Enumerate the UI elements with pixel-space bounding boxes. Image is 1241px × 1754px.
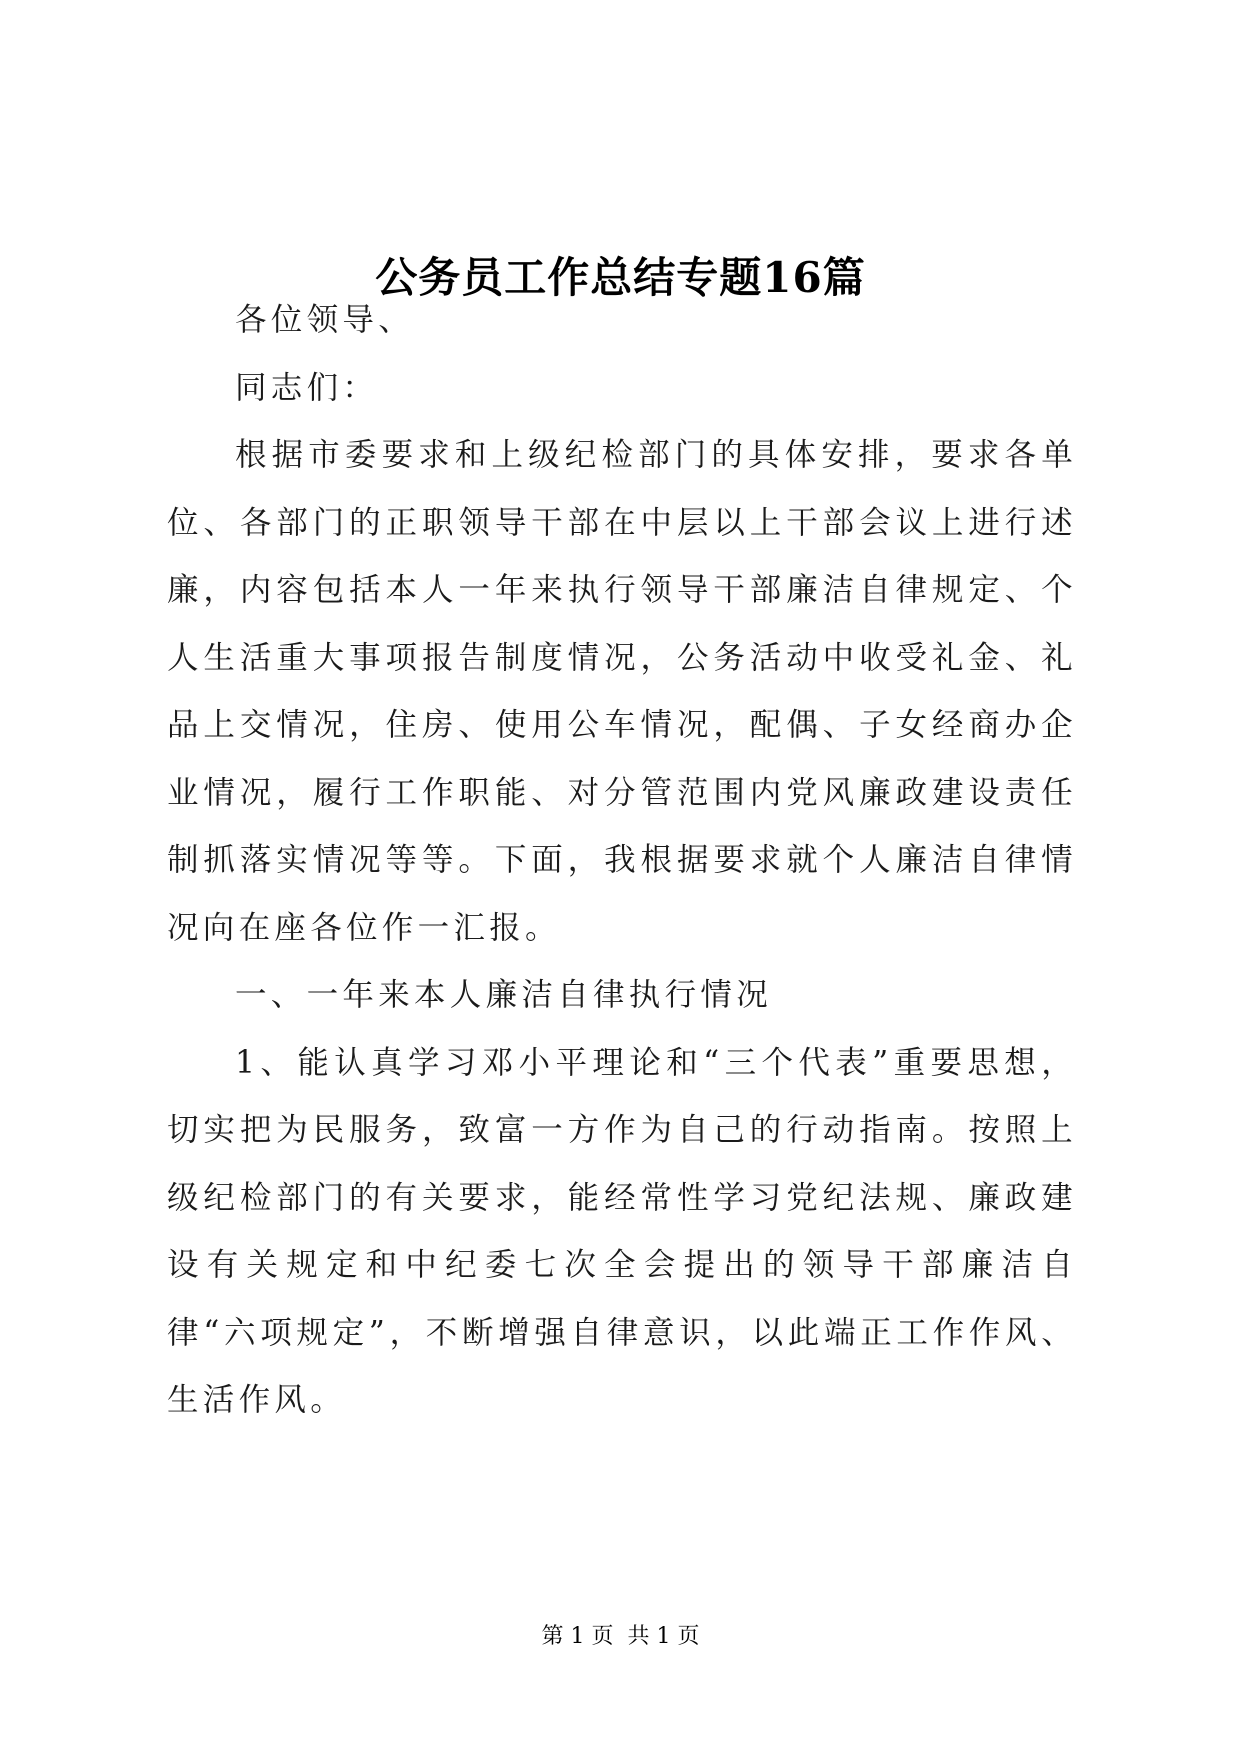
- page-footer: 第 1 页 共 1 页: [541, 1624, 700, 1649]
- body-paragraph-item-1: 1、能认真学习邓小平理论和“三个代表”重要思想，切实把为民服务，致富一方作为自己的行动指南。按照上级纪检部门的有关要求，能经常性学习党纪法规、廉政建设有关规定和中纪委七次全会提出的领导干部廉洁自律“六项规定”，不断增强自律意识，以此端正工作作风、生活作风。: [167, 1044, 1077, 1418]
- salutation-line-1: 各位领导、: [235, 302, 415, 338]
- section-heading-1: 一、一年来本人廉洁自律执行情况: [235, 977, 773, 1013]
- salutation-line-2: 同志们：: [235, 369, 379, 406]
- document-body: [167, 287, 1077, 1435]
- body-paragraph-intro: 根据市委要求和上级纪检部门的具体安排，要求各单位、各部门的正职领导干部在中层以上干部会议上进行述廉，内容包括本人一年来执行领导干部廉洁自律规定、个人生活重大事项报告制度情况，公务活动中收受礼金、礼品上交情况，住房、使用公车情况，配偶、子女经商办企业情况，履行工作职能、对分管范围内党风廉政建设责任制抓落实情况等等。下面，我根据要求就个人廉洁自律情况向在座各位作一汇报。: [167, 437, 1077, 946]
- document-title: 公务员工作总结专题16篇: [375, 253, 866, 303]
